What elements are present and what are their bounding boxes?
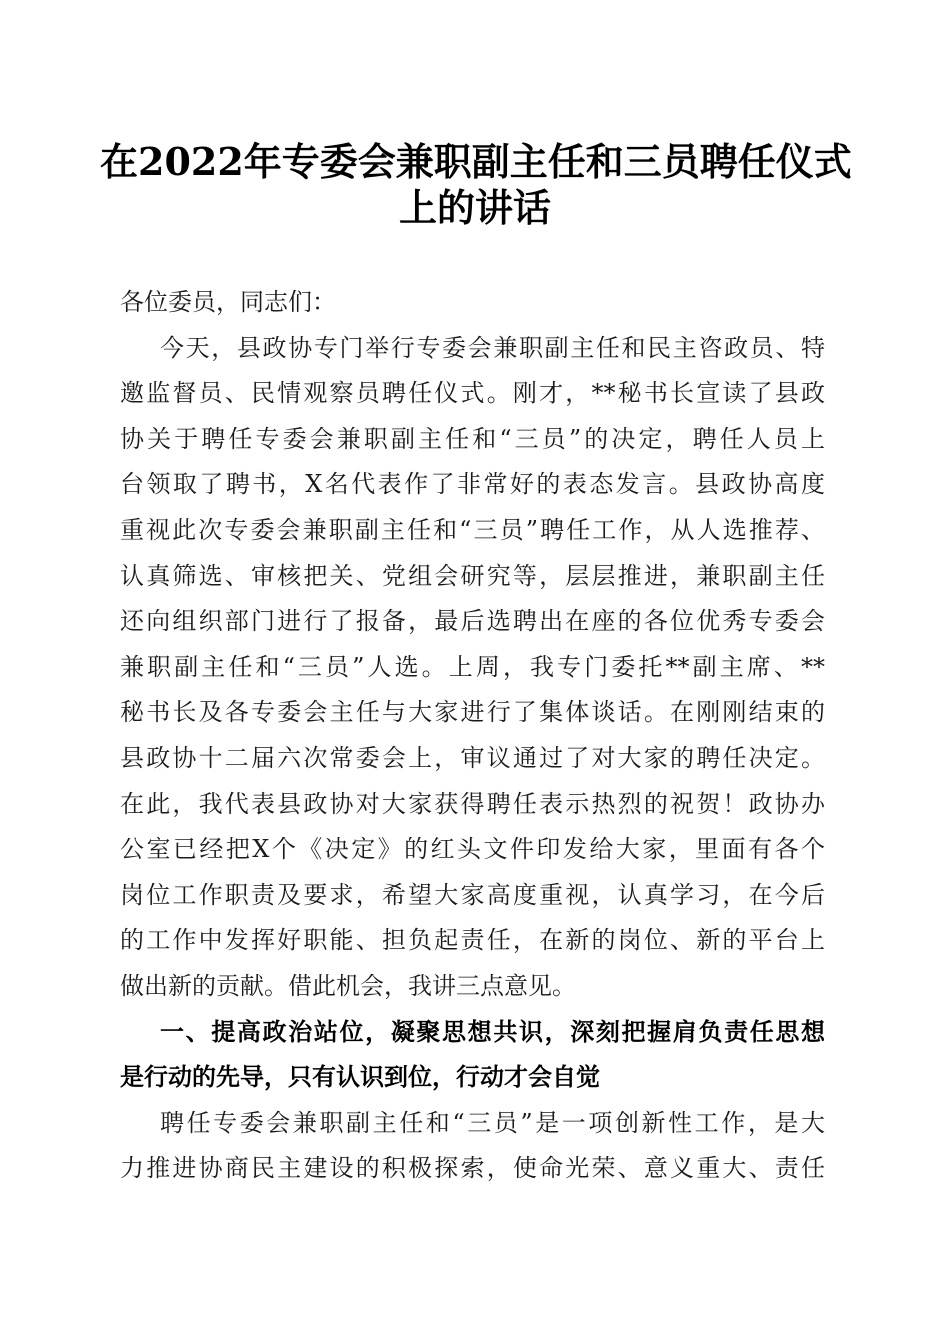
section-heading-line: 一、提高政治站位，凝聚思想共识，深刻把握肩负责任思想	[160, 1017, 825, 1046]
document-title-line-1: 在2022年专委会兼职副主任和三员聘任仪式	[100, 139, 852, 184]
paragraph-line: 认真筛选、审核把关、党组会研究等，层层推进，兼职副主任	[120, 561, 825, 590]
section-heading-line: 是行动的先导，只有认识到位，行动才会自觉	[120, 1063, 600, 1092]
paragraph-line: 邀监督员、民情观察员聘任仪式。刚才，**秘书长宣读了县政	[120, 379, 825, 408]
paragraph-line: 公室已经把X个《决定》的红头文件印发给大家，里面有各个	[120, 835, 825, 864]
paragraph-line: 在此，我代表县政协对大家获得聘任表示热烈的祝贺！政协办	[120, 789, 825, 818]
paragraph-line: 台领取了聘书，X名代表作了非常好的表态发言。县政协高度	[120, 470, 825, 499]
paragraph-line: 重视此次专委会兼职副主任和“三员”聘任工作，从人选推荐、	[120, 515, 825, 544]
paragraph-line: 今天，县政协专门举行专委会兼职副主任和民主咨政员、特	[160, 333, 825, 362]
document-body	[120, 280, 825, 1192]
paragraph-line: 兼职副主任和“三员”人选。上周，我专门委托**副主席、**	[120, 652, 825, 681]
paragraph-line: 力推进协商民主建设的积极探索，使命光荣、意义重大、责任	[120, 1154, 825, 1183]
document-title-line-2: 上的讲话	[398, 185, 551, 230]
paragraph-line: 岗位工作职责及要求，希望大家高度重视，认真学习，在今后	[120, 880, 825, 909]
paragraph-line: 秘书长及各专委会主任与大家进行了集体谈话。在刚刚结束的	[120, 698, 825, 727]
paragraph-line: 协关于聘任专委会兼职副主任和“三员”的决定，聘任人员上	[120, 424, 825, 453]
paragraph-line: 做出新的贡献。借此机会，我讲三点意见。	[120, 971, 576, 1000]
paragraph-line: 的工作中发挥好职能、担负起责任，在新的岗位、新的平台上	[120, 926, 825, 955]
paragraph-line: 聘任专委会兼职副主任和“三员”是一项创新性工作，是大	[160, 1108, 825, 1137]
salutation: 各位委员，同志们：	[120, 288, 336, 316]
paragraph-line: 还向组织部门进行了报备，最后选聘出在座的各位优秀专委会	[120, 607, 825, 636]
paragraph-line: 县政协十二届六次常委会上，审议通过了对大家的聘任决定。	[120, 743, 825, 772]
